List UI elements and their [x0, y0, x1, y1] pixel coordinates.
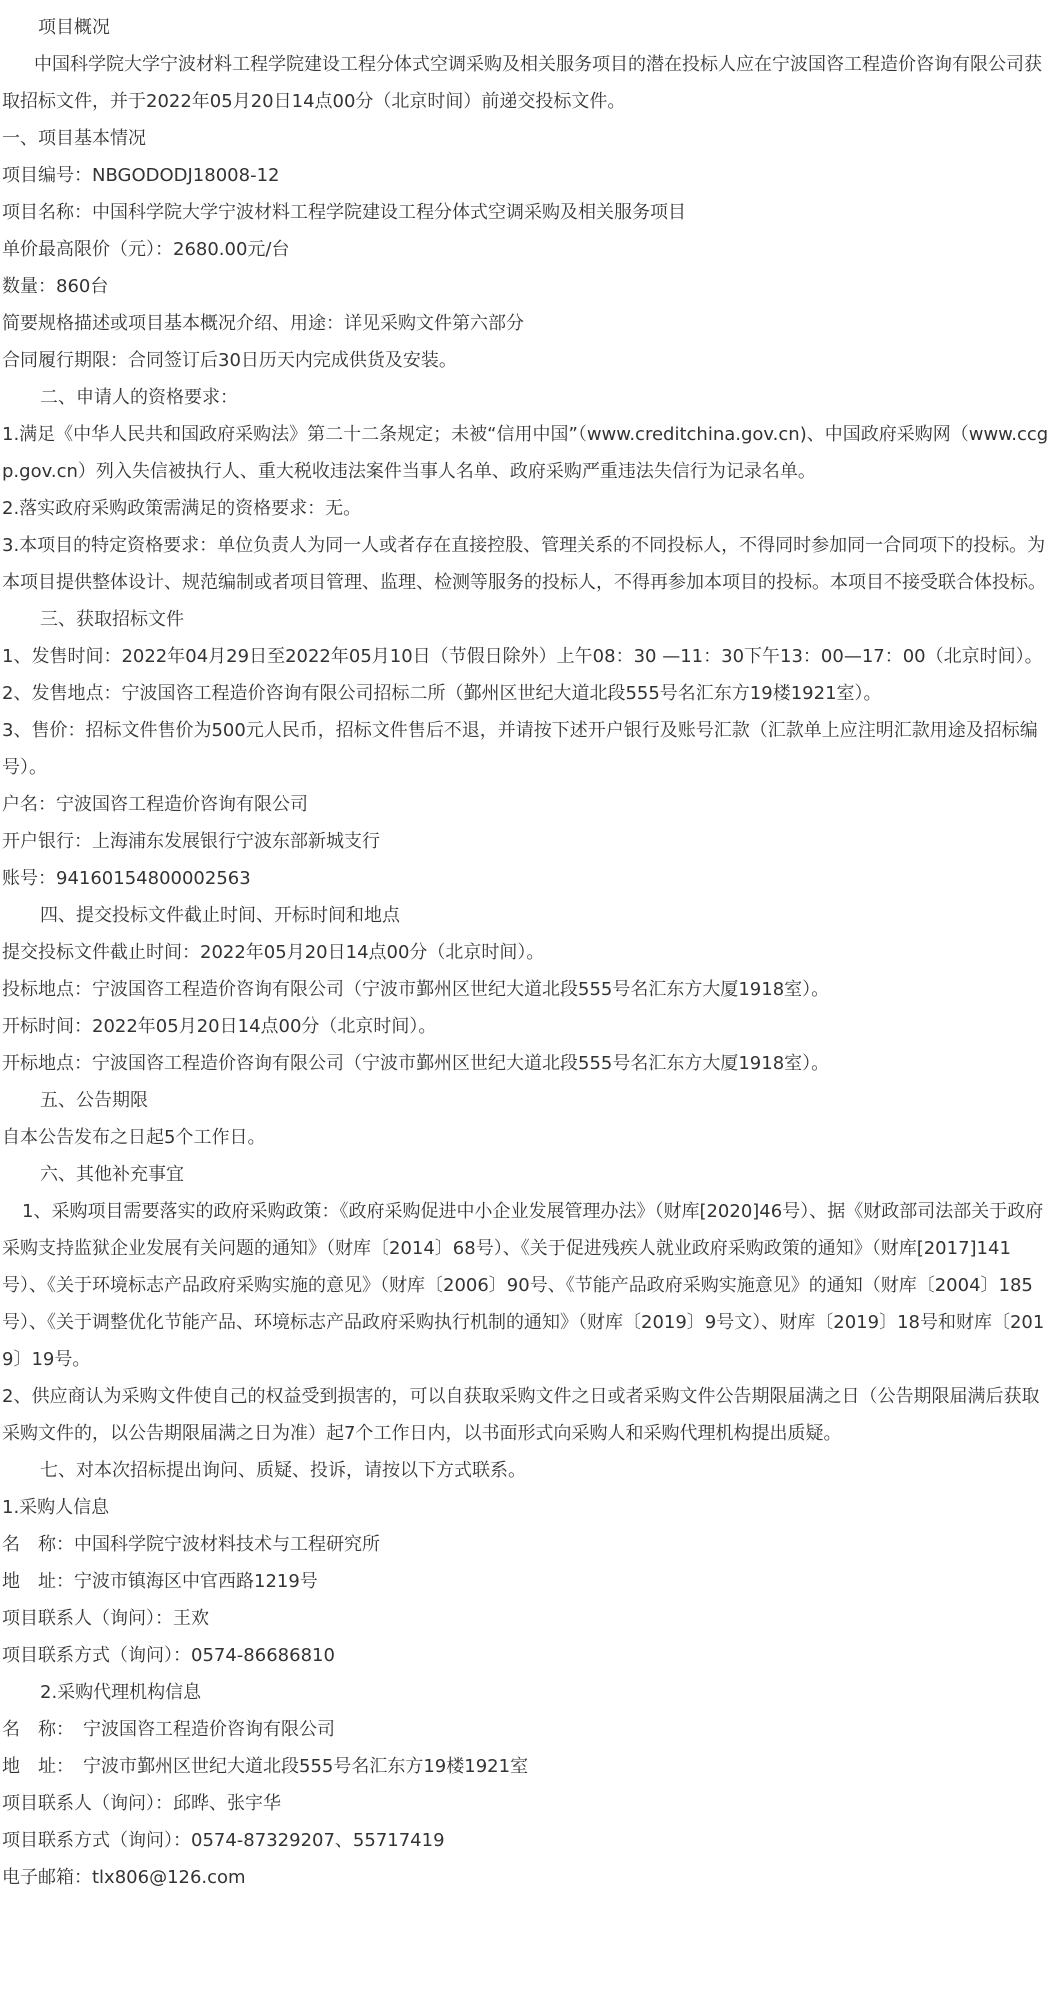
sale-time: 1、发售时间：2022年04月29日至2022年05月10日（节假日除外）上午08：30 —11：30下午13：00—17：00（北京时间）。	[2, 646, 1043, 667]
objection-paragraph: 2、供应商认为采购文件使自己的权益受到损害的，可以自获取采购文件之日或者采购文件公告期限届满之日（公告期限届满后获取采购文件的，以公告期限届满之日为准）起7个工作日内，以书面形式向采购人和采购代理机构提出质疑。	[2, 1386, 1040, 1444]
buyer-contact: 项目联系人（询问）：王欢	[2, 1608, 209, 1629]
agent-info-heading: 2.采购代理机构信息	[40, 1682, 202, 1703]
section-6-heading: 六、其他补充事宜	[40, 1164, 184, 1185]
announcement-period: 自本公告发布之日起5个工作日。	[2, 1127, 266, 1148]
section-7-heading: 七、对本次招标提出询问、质疑、投诉，请按以下方式联系。	[40, 1460, 526, 1481]
section-2-heading: 二、申请人的资格要求：	[40, 387, 238, 408]
buyer-name: 名 称：中国科学院宁波材料技术与工程研究所	[2, 1534, 380, 1555]
quantity: 数量：860台	[2, 276, 109, 297]
qualification-2: 2.落实政府采购政策需满足的资格要求：无。	[2, 498, 362, 519]
overview-paragraph: 中国科学院大学宁波材料工程学院建设工程分体式空调采购及相关服务项目的潜在投标人应在宁波国咨工程造价咨询有限公司获取招标文件，并于2022年05月20日14点00分（北京时间）前递交投标文件。	[2, 54, 1042, 112]
section-4-heading: 四、提交投标文件截止时间、开标时间和地点	[40, 905, 400, 926]
qualification-3: 3.本项目的特定资格要求：单位负责人为同一人或者存在直接控股、管理关系的不同投标人，不得同时参加同一合同项下的投标。为本项目提供整体设计、规范编制或者项目管理、监理、检测等服务的投标人，不得再参加本项目的投标。本项目不接受联合体投标。	[2, 535, 1046, 593]
agent-phone: 项目联系方式（询问）：0574-87329207、55717419	[2, 1830, 445, 1851]
qualification-1: 1.满足《中华人民共和国政府采购法》第二十二条规定；未被“信用中国”（www.creditchina.gov.cn)、中国政府采购网（www.ccgp.gov.cn）列入失信被执行人、重大税收违法案件当事人名单、政府采购严重违法失信行为记录名单。	[2, 424, 1049, 482]
buyer-address: 地 址：宁波市镇海区中官西路1219号	[2, 1571, 318, 1592]
opening-location: 开标地点：宁波国咨工程造价咨询有限公司（宁波市鄞州区世纪大道北段555号名汇东方大厦1918室）。	[2, 1053, 830, 1074]
submission-deadline: 提交投标文件截止时间：2022年05月20日14点00分（北京时间）。	[2, 942, 545, 963]
agent-contact: 项目联系人（询问）：邱晔、张宇华	[2, 1793, 281, 1814]
account-name: 户名：宁波国咨工程造价咨询有限公司	[2, 794, 308, 815]
project-number: 项目编号：NBGODODJ18008-12	[2, 165, 280, 186]
sale-price: 3、售价：招标文件售价为500元人民币，招标文件售后不退，并请按下述开户银行及账号汇款（汇款单上应注明汇款用途及招标编号）。	[2, 720, 1038, 778]
section-5-heading: 五、公告期限	[40, 1090, 148, 1111]
agent-email: 电子邮箱：tlx806@126.com	[2, 1867, 246, 1888]
buyer-phone: 项目联系方式（询问）：0574-86686810	[2, 1645, 335, 1666]
project-name: 项目名称：中国科学院大学宁波材料工程学院建设工程分体式空调采购及相关服务项目	[2, 202, 686, 223]
section-1-heading: 一、项目基本情况	[2, 128, 146, 149]
overview-heading: 项目概况	[38, 17, 110, 38]
sale-location: 2、发售地点：宁波国咨工程造价咨询有限公司招标二所（鄞州区世纪大道北段555号名汇东方19楼1921室）。	[2, 683, 882, 704]
submission-location: 投标地点：宁波国咨工程造价咨询有限公司（宁波市鄞州区世纪大道北段555号名汇东方大厦1918室）。	[2, 979, 830, 1000]
buyer-info-heading: 1.采购人信息	[2, 1497, 110, 1518]
unit-price-limit: 单价最高限价（元）：2680.00元/台	[2, 239, 290, 260]
spec-description: 简要规格描述或项目基本概况介绍、用途：详见采购文件第六部分	[2, 313, 524, 334]
bank-name: 开户银行：上海浦东发展银行宁波东部新城支行	[2, 831, 380, 852]
agent-name: 名 称： 宁波国咨工程造价咨询有限公司	[2, 1719, 335, 1740]
opening-time: 开标时间：2022年05月20日14点00分（北京时间）。	[2, 1016, 437, 1037]
account-number: 账号：94160154800002563	[2, 868, 251, 889]
contract-period: 合同履行期限：合同签订后30日历天内完成供货及安装。	[2, 350, 457, 371]
agent-address: 地 址： 宁波市鄞州区世纪大道北段555号名汇东方19楼1921室	[2, 1756, 529, 1777]
policy-paragraph: 1、采购项目需要落实的政府采购政策：《政府采购促进中小企业发展管理办法》（财库[2020]46号）、据《财政部司法部关于政府采购支持监狱企业发展有关问题的通知》（财库〔2014〕68号）、《关于促进残疾人就业政府采购政策的通知》（财库[2017]141号）、《关于环境标志产品政府采购实施的意见》（财库〔2006〕90号、《节能产品政府采购实施意见》的通知（财库〔2004〕185号）、《关于调整优化节能产品、环境标志产品政府采购执行机制的通知》（财库〔2019〕9号文）、财库〔2019〕18号和财库〔2019〕19号。	[2, 1201, 1045, 1370]
section-3-heading: 三、获取招标文件	[40, 609, 184, 630]
